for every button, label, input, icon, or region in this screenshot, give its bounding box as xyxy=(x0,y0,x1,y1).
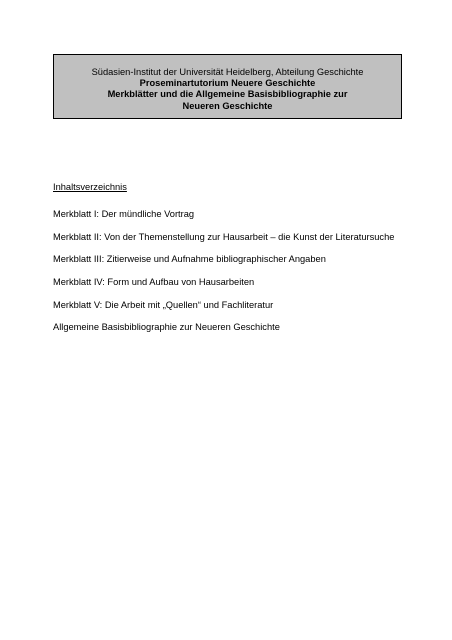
toc-item-merkblatt-3: Merkblatt III: Zitierweise und Aufnahme bibliographischer Angaben xyxy=(53,254,326,265)
document-title-line-1: Merkblätter und die Allgemeine Basisbibliographie zur xyxy=(107,89,348,100)
toc-item-merkblatt-2: Merkblatt II: Von der Themenstellung zur Hausarbeit – die Kunst der Literatursuche xyxy=(53,231,395,242)
table-of-contents xyxy=(53,181,433,344)
toc-item-merkblatt-4: Merkblatt IV: Form und Aufbau von Hausarbeiten xyxy=(53,277,255,288)
title-box xyxy=(53,54,402,119)
document-title-line-2: Neueren Geschichte xyxy=(182,100,273,111)
toc-item-bibliography: Allgemeine Basisbibliographie zur Neueren Geschichte xyxy=(53,322,280,333)
toc-heading: Inhaltsverzeichnis xyxy=(53,182,127,192)
institute-line: Südasien-Institut der Universität Heidelberg, Abteilung Geschichte xyxy=(91,67,364,77)
toc-item-merkblatt-5: Merkblatt V: Die Arbeit mit „Quellen“ und Fachliteratur xyxy=(53,299,274,310)
toc-item-merkblatt-1: Merkblatt I: Der mündliche Vortrag xyxy=(53,209,195,219)
course-title: Proseminartutorium Neuere Geschichte xyxy=(139,78,316,89)
toc-list xyxy=(53,208,433,333)
